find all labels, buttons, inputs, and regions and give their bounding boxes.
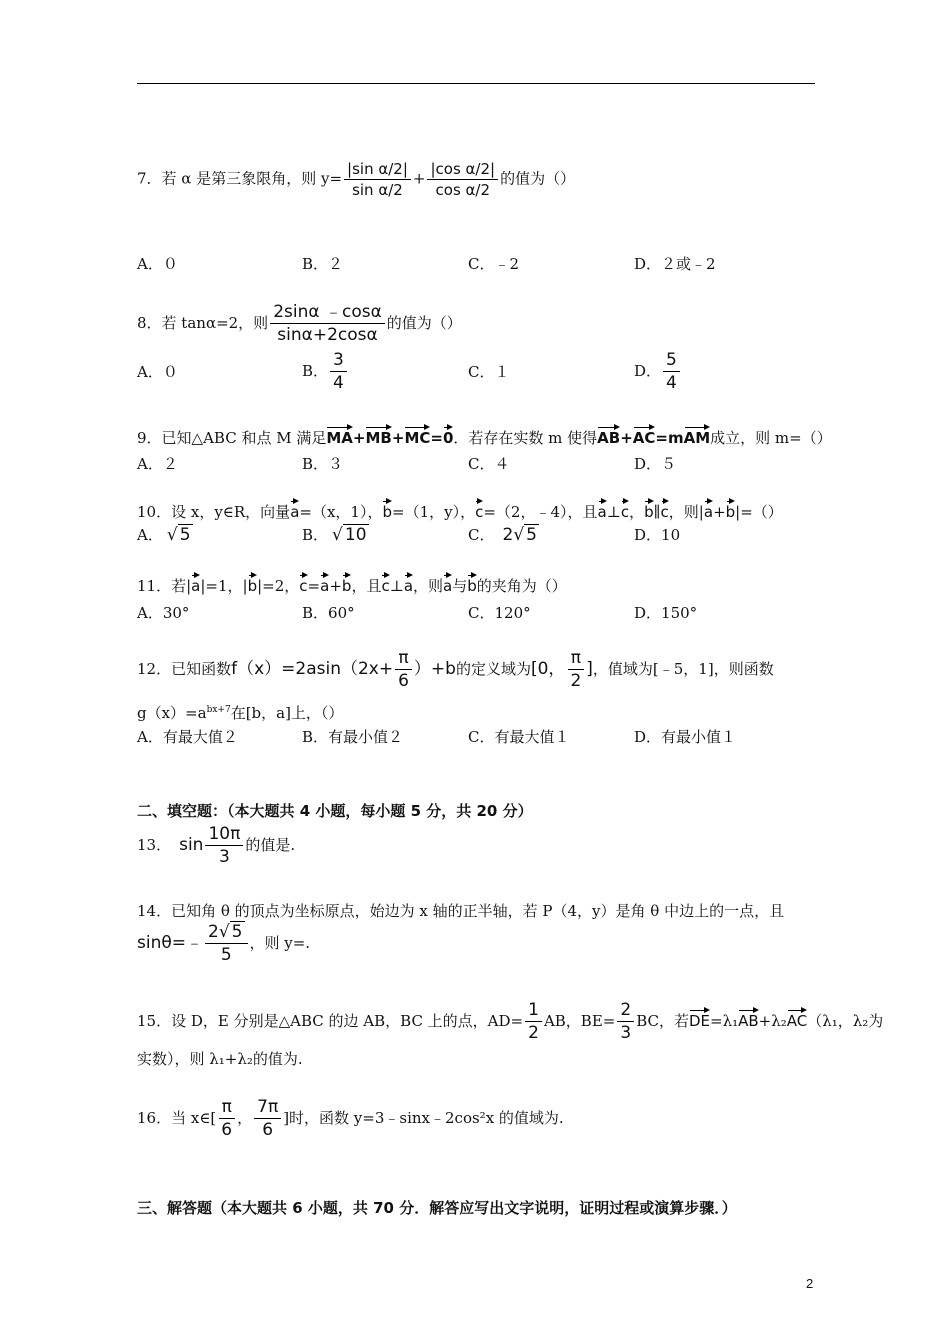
vector-a: a: [290, 498, 299, 521]
vector-mb: MB: [365, 424, 391, 447]
question-12: 12．已知函数f（x）=2asin（2x+ $\frac{\pi}{6}$ ）+b的定义域为[0， $\frac{\pi}{2}$ ]，值域为[﹣5，1]，则函数: [137, 648, 774, 692]
q10-option-b: B． √ 10: [302, 525, 367, 545]
q8-option-a: A．０: [137, 363, 178, 381]
q8-frac: $\frac{2\sin\alpha ﹣\cos\alpha}{\sin\alpha+2\cos\alpha}$: [270, 302, 385, 346]
q7-option-a: A．０: [137, 255, 178, 273]
q7-frac2: $\frac{\text{|cos α/2|}}{\text{cos α/2}}$: [427, 160, 498, 199]
question-14: 14．已知角 θ 的顶点为坐标原点，始边为 x 轴的正半轴，若 P（4，y）是角 θ 中边上的一点，且: [137, 902, 785, 920]
section-fill-in-heading: 二、填空题：（本大题共 4 小题，每小题 5 分，共 20 分）: [137, 802, 533, 820]
q12-option-c: C．有最大值１: [468, 728, 570, 746]
question-13: 13． sin $\frac{10\pi}{3}$ 的值是.: [137, 824, 296, 868]
q10-option-a: A． √ 5: [137, 525, 191, 545]
question-16: 16．当 x∈[ $\frac{\pi}{6}$ ， $\frac{7\pi}{6}$ ]时，函数 y=3﹣sinx﹣2cos²x 的值域为.: [137, 1097, 564, 1141]
q12-option-b: B．有最小值２: [302, 728, 404, 746]
page-number: 2: [806, 1276, 814, 1291]
vector-mc: MC: [404, 424, 430, 447]
question-8: 8．若 tanα=2，则 $\frac{2\sin\alpha ﹣\cos\alpha}{\sin\alpha+2\cos\alpha}$ 的值为（）: [137, 302, 462, 346]
question-15: 15．设 D，E 分别是△ABC 的边 AB，BC 上的点，AD= $\frac{1}{2}$ AB，BE= $\frac{2}{3}$ BC，若DE=λ₁AB+λ₂AC（λ₁，λ₂为: [137, 1000, 884, 1044]
question-15-line2: 实数），则 λ₁+λ₂的值为.: [137, 1050, 303, 1068]
vector-de: DE: [689, 1007, 710, 1030]
question-10: 10．设 x，y∈R，向量a=（x，1），b=（1，y），c=（2，﹣4），且a⊥c，b∥c，则|a+b|=（）: [137, 498, 783, 522]
question-9: 9．已知△ABC 和点 M 满足MA+MB+MC=0．若存在实数 m 使得AB+AC=mAM成立，则 m=（）: [137, 424, 832, 448]
question-14-line2: sinθ=﹣ $\frac{2√ 5}{5}$ ，则 y=.: [137, 922, 311, 966]
q12-option-d: D．有最小值１: [634, 728, 737, 746]
q10-option-c: C． 2√ 5: [468, 525, 537, 545]
vector-c: c: [475, 498, 483, 521]
vector-ac: AC: [633, 424, 656, 447]
q12-option-a: A．有最大值２: [137, 728, 238, 746]
q11-option-c: C．120°: [468, 604, 531, 622]
q8-option-b: B． $\frac{3}{4}$: [302, 350, 349, 394]
question-7: 7．若 α 是第三象限角，则 y= $\frac{\text{|sin α/2|}}{\text{sin α/2}}$ + $\frac{\text{|cos α/2|}}{\text{cos α/2}}$ 的值为（）: [137, 160, 576, 199]
q9-option-d: D．５: [634, 455, 677, 473]
vector-zero: 0: [443, 424, 453, 447]
q7-option-c: C．﹣2: [468, 255, 520, 273]
vector-b: b: [382, 498, 392, 521]
header-rule: [137, 83, 815, 84]
vector-ma: MA: [326, 424, 353, 447]
vector-am: AM: [684, 424, 711, 447]
question-11: 11．若|a|=1，|b|=2，c=a+b，且c⊥a，则a与b的夹角为（）: [137, 572, 567, 596]
q7-option-d: D．２或﹣2: [634, 255, 716, 273]
vector-ab: AB: [597, 424, 620, 447]
q9-option-b: B．３: [302, 455, 344, 473]
q11-option-a: A．30°: [137, 604, 190, 622]
q7-prefix: 7．若 α 是第三象限角，则 y=: [137, 169, 343, 188]
q11-option-b: B．60°: [302, 604, 355, 622]
q7-option-b: B．２: [302, 255, 344, 273]
q8-option-d: D． $\frac{5}{4}$: [634, 350, 682, 394]
q7-frac1: $\frac{\text{|sin α/2|}}{\text{sin α/2}}$: [344, 160, 411, 199]
q11-option-d: D．150°: [634, 604, 698, 622]
question-12-line2: $g(x)=a^{bx+7}$在[b，a]上，（）: [137, 704, 344, 722]
q8-option-c: C．１: [468, 363, 510, 381]
q9-option-c: C．４: [468, 455, 510, 473]
q10-option-d: D．10: [634, 526, 681, 544]
q9-option-a: A．２: [137, 455, 178, 473]
section-answer-heading: 三、解答题（本大题共 6 小题，共 70 分．解答应写出文字说明，证明过程或演算步骤．）: [137, 1199, 737, 1217]
